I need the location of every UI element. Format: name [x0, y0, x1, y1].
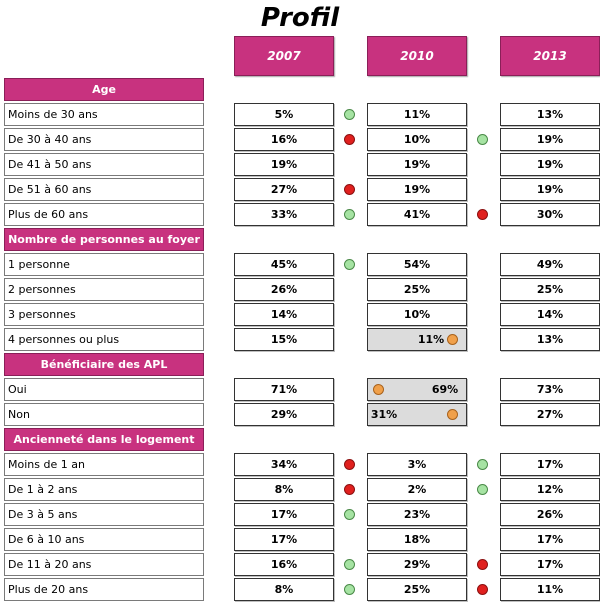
- value-text: 26%: [270, 283, 298, 296]
- value-text: 73%: [536, 383, 564, 396]
- value-cell-2007: [234, 278, 334, 301]
- value-text: 3%: [407, 458, 427, 471]
- value-text: 19%: [403, 183, 431, 196]
- row-label: De 3 à 5 ans: [4, 503, 204, 526]
- value-text: 13%: [536, 108, 564, 121]
- value-cell-2010: [367, 403, 467, 426]
- value-text: 2%: [407, 483, 427, 496]
- row-label: Plus de 60 ans: [4, 203, 204, 226]
- row-label: Moins de 30 ans: [4, 103, 204, 126]
- value-text: 11%: [417, 333, 445, 346]
- row-label: 4 personnes ou plus: [4, 328, 204, 351]
- value-cell-2013: [500, 478, 600, 501]
- value-text: 23%: [403, 508, 431, 521]
- year-header-2010: 2010: [367, 36, 467, 76]
- red-indicator-icon: [344, 134, 355, 145]
- value-cell-2010: [367, 553, 467, 576]
- section-header: Nombre de personnes au foyer: [4, 228, 204, 251]
- value-cell-2013: [500, 328, 600, 351]
- value-text: 17%: [270, 508, 298, 521]
- orange-indicator-icon: [373, 384, 384, 395]
- red-indicator-icon: [344, 484, 355, 495]
- green-indicator-icon: [344, 209, 355, 220]
- value-cell-2007: [234, 403, 334, 426]
- page-title: Profil: [260, 3, 340, 33]
- red-indicator-icon: [477, 209, 488, 220]
- value-cell-2013: [500, 553, 600, 576]
- orange-indicator-icon: [447, 334, 458, 345]
- red-indicator-icon: [344, 184, 355, 195]
- row-label: Non: [4, 403, 204, 426]
- value-text: 11%: [536, 583, 564, 596]
- value-cell-2013: [500, 403, 600, 426]
- value-text: 8%: [274, 483, 294, 496]
- value-text: 16%: [270, 133, 298, 146]
- row-label: De 11 à 20 ans: [4, 553, 204, 576]
- value-cell-2010: [367, 578, 467, 601]
- value-cell-2013: [500, 453, 600, 476]
- value-text: 29%: [270, 408, 298, 421]
- value-cell-2007: [234, 503, 334, 526]
- value-text: 33%: [270, 208, 298, 221]
- value-cell-2013: [500, 303, 600, 326]
- value-text: 17%: [536, 533, 564, 546]
- value-cell-2010: [367, 528, 467, 551]
- value-text: 10%: [403, 308, 431, 321]
- value-cell-2010: [367, 453, 467, 476]
- value-text: 18%: [403, 533, 431, 546]
- row-label: Oui: [4, 378, 204, 401]
- row-label: De 30 à 40 ans: [4, 128, 204, 151]
- value-text: 54%: [403, 258, 431, 271]
- green-indicator-icon: [344, 559, 355, 570]
- value-cell-2007: [234, 528, 334, 551]
- value-text: 25%: [536, 283, 564, 296]
- green-indicator-icon: [344, 109, 355, 120]
- section-header: Bénéficiaire des APL: [4, 353, 204, 376]
- red-indicator-icon: [477, 584, 488, 595]
- section-header: Ancienneté dans le logement: [4, 428, 204, 451]
- green-indicator-icon: [477, 484, 488, 495]
- value-cell-2007: [234, 128, 334, 151]
- value-text: 5%: [274, 108, 294, 121]
- value-cell-2013: [500, 378, 600, 401]
- value-cell-2007: [234, 578, 334, 601]
- row-label: De 41 à 50 ans: [4, 153, 204, 176]
- value-text: 14%: [270, 308, 298, 321]
- value-text: 17%: [536, 558, 564, 571]
- green-indicator-icon: [344, 509, 355, 520]
- value-text: 41%: [403, 208, 431, 221]
- row-label: Moins de 1 an: [4, 453, 204, 476]
- value-text: 27%: [270, 183, 298, 196]
- value-cell-2013: [500, 528, 600, 551]
- row-label: De 51 à 60 ans: [4, 178, 204, 201]
- row-label: De 6 à 10 ans: [4, 528, 204, 551]
- value-text: 25%: [403, 283, 431, 296]
- value-text: 27%: [536, 408, 564, 421]
- section-header: Age: [4, 78, 204, 101]
- green-indicator-icon: [477, 459, 488, 470]
- value-cell-2007: [234, 153, 334, 176]
- value-cell-2007: [234, 478, 334, 501]
- value-text: 31%: [370, 408, 398, 421]
- value-cell-2013: [500, 253, 600, 276]
- value-cell-2007: [234, 178, 334, 201]
- value-cell-2010: [367, 278, 467, 301]
- value-text: 16%: [270, 558, 298, 571]
- green-indicator-icon: [344, 259, 355, 270]
- value-cell-2010: [367, 103, 467, 126]
- orange-indicator-icon: [447, 409, 458, 420]
- green-indicator-icon: [344, 584, 355, 595]
- value-text: 26%: [536, 508, 564, 521]
- value-cell-2010: [367, 253, 467, 276]
- value-cell-2010: [367, 203, 467, 226]
- value-cell-2013: [500, 503, 600, 526]
- value-text: 19%: [536, 158, 564, 171]
- value-text: 34%: [270, 458, 298, 471]
- value-text: 45%: [270, 258, 298, 271]
- value-cell-2007: [234, 553, 334, 576]
- value-text: 69%: [431, 383, 459, 396]
- value-text: 11%: [403, 108, 431, 121]
- year-header-2007: 2007: [234, 36, 334, 76]
- value-cell-2013: [500, 578, 600, 601]
- value-text: 17%: [270, 533, 298, 546]
- value-text: 25%: [403, 583, 431, 596]
- value-text: 29%: [403, 558, 431, 571]
- value-cell-2013: [500, 103, 600, 126]
- value-text: 8%: [274, 583, 294, 596]
- red-indicator-icon: [477, 559, 488, 570]
- value-text: 13%: [536, 333, 564, 346]
- value-text: 19%: [403, 158, 431, 171]
- value-cell-2013: [500, 153, 600, 176]
- value-cell-2010: [367, 153, 467, 176]
- row-label: 1 personne: [4, 253, 204, 276]
- value-text: 12%: [536, 483, 564, 496]
- value-cell-2010: [367, 303, 467, 326]
- value-cell-2007: [234, 203, 334, 226]
- value-text: 19%: [270, 158, 298, 171]
- value-cell-2010: [367, 128, 467, 151]
- value-cell-2010: [367, 478, 467, 501]
- value-text: 19%: [536, 133, 564, 146]
- value-text: 10%: [403, 133, 431, 146]
- value-cell-2010: [367, 178, 467, 201]
- red-indicator-icon: [344, 459, 355, 470]
- value-text: 49%: [536, 258, 564, 271]
- green-indicator-icon: [477, 134, 488, 145]
- value-cell-2007: [234, 453, 334, 476]
- value-cell-2007: [234, 303, 334, 326]
- row-label: De 1 à 2 ans: [4, 478, 204, 501]
- value-cell-2010: [367, 378, 467, 401]
- value-text: 15%: [270, 333, 298, 346]
- value-cell-2013: [500, 128, 600, 151]
- value-text: 71%: [270, 383, 298, 396]
- value-cell-2013: [500, 278, 600, 301]
- value-cell-2013: [500, 203, 600, 226]
- value-text: 30%: [536, 208, 564, 221]
- value-cell-2010: [367, 503, 467, 526]
- row-label: 3 personnes: [4, 303, 204, 326]
- value-text: 17%: [536, 458, 564, 471]
- value-cell-2007: [234, 328, 334, 351]
- value-cell-2013: [500, 178, 600, 201]
- row-label: 2 personnes: [4, 278, 204, 301]
- value-cell-2010: [367, 328, 467, 351]
- value-cell-2007: [234, 253, 334, 276]
- value-cell-2007: [234, 103, 334, 126]
- row-label: Plus de 20 ans: [4, 578, 204, 601]
- value-text: 14%: [536, 308, 564, 321]
- value-cell-2007: [234, 378, 334, 401]
- year-header-2013: 2013: [500, 36, 600, 76]
- value-text: 19%: [536, 183, 564, 196]
